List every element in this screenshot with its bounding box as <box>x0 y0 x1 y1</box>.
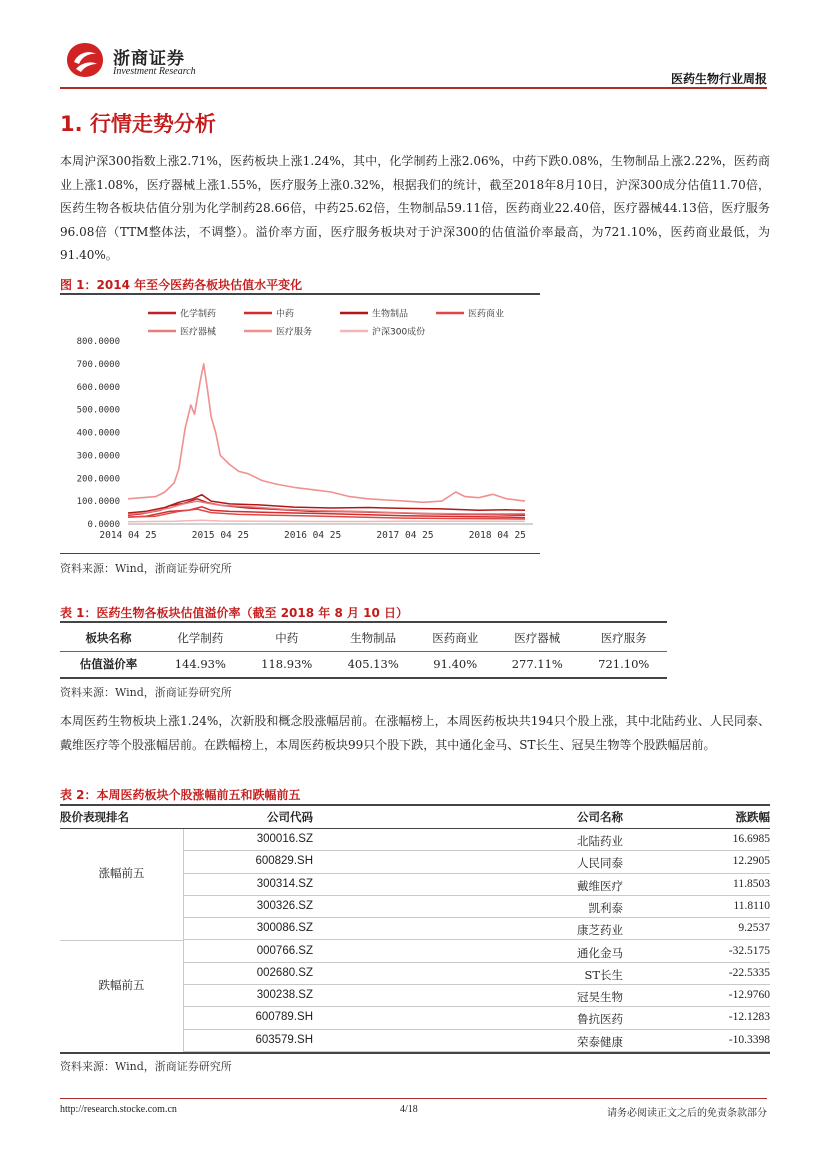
price-change: 12.2905 <box>732 855 770 868</box>
company-code: 600789.SH <box>255 1011 313 1024</box>
legend-label: 生物制品 <box>372 309 409 320</box>
table-row <box>183 851 770 873</box>
disclaimer-note: 请务必阅读正文之后的免责条款部分 <box>607 1108 767 1119</box>
table-header-cell: 中药 <box>244 625 330 651</box>
table-header-cell: 医疗服务 <box>580 625 667 651</box>
company-name: 戴维医疗 <box>577 878 623 893</box>
brand-name: 浙商证券 <box>113 49 185 69</box>
price-change: -12.1283 <box>728 1011 770 1024</box>
market-summary-paragraph: 本周沪深300指数上涨2.71%，医药板块上涨1.24%，其中，化学制药上涨2.06%，中药下跌0.08%，生物制品上涨2.22%，医药商业上涨1.08%，医疗器械上涨1.55%，医疗服务上涨0.32%，根据我们的统计，截至2018年8月10日，沪深300成分估值11.70倍，医药生物各板块估值分别为化学制药28.66倍，中药25.62倍，生物制品59.11倍，医药商业22.40倍，医疗器械44.13倍，医疗服务96.08倍（TTM整体法，不调整）。溢价率方面，医疗服务板块对于沪深300的估值溢价率最高，为721.10%，医药商业最低，为91.40%。 <box>60 154 770 262</box>
table-row <box>183 963 770 985</box>
legend-label: 中药 <box>276 309 295 320</box>
company-code: 300238.SZ <box>256 989 313 1002</box>
table-header-cell: 板块名称 <box>60 625 157 651</box>
series-line-6 <box>128 364 525 502</box>
price-change: 11.8110 <box>733 899 770 912</box>
section-title: 1. 行情走势分析 <box>60 112 216 136</box>
price-change: 9.2537 <box>738 922 770 935</box>
y-tick-label: 800.0000 <box>76 337 120 347</box>
company-name: 人民同泰 <box>577 856 623 871</box>
table-header-row <box>60 625 667 651</box>
table-row <box>183 918 770 940</box>
row-label: 估值溢价率 <box>79 657 138 672</box>
x-tick-label: 2017 04 25 <box>376 530 434 541</box>
y-tick-label: 300.0000 <box>76 451 120 462</box>
company-code: 600829.SH <box>255 855 313 868</box>
table-cell: 721.10% <box>598 657 650 672</box>
chart-legend <box>148 308 504 338</box>
company-name: 冠昊生物 <box>577 990 623 1005</box>
company-code: 000766.SZ <box>256 944 313 957</box>
table2-caption: 表 2：本周医药板块个股涨幅前五和跌幅前五 <box>60 788 301 802</box>
table-row <box>183 941 770 963</box>
table-row <box>183 896 770 918</box>
table-row <box>183 985 770 1007</box>
header-code: 公司代码 <box>267 810 313 824</box>
company-code: 300326.SZ <box>256 899 313 912</box>
legend-label: 医药商业 <box>468 309 505 320</box>
group-label-up: 涨幅前五 <box>98 866 145 880</box>
table-cell: 277.11% <box>511 657 563 672</box>
figure-caption: 图 1：2014 年至今医药各板块估值水平变化 <box>60 278 303 292</box>
table-cell: 118.93% <box>261 657 313 672</box>
table-header-cell: 医疗器械 <box>494 625 580 651</box>
company-code: 603579.SH <box>255 1033 313 1046</box>
x-tick-label: 2016 04 25 <box>284 530 342 541</box>
x-tick-label: 2014 04 25 <box>99 530 157 541</box>
figure-rule <box>60 293 540 295</box>
stock-performance-paragraph: 本周医药生物板块上涨1.24%，次新股和概念股涨幅居前。在涨幅榜上，本周医药板块共194只个股上涨，其中北陆药业、人民同泰、戴维医疗等个股涨幅居前。在跌幅榜上，本周医药板块99只个股下跌，其中通化金马、ST长生、冠昊生物等个股跌幅居前。 <box>60 714 770 752</box>
company-code: 300314.SZ <box>256 877 313 890</box>
brand-subtitle: Investment Research <box>113 66 196 77</box>
company-logo <box>66 42 104 78</box>
footer-url[interactable]: http://research.stocke.com.cn <box>60 1104 177 1115</box>
legend-label: 化学制药 <box>180 309 217 320</box>
table-row <box>60 651 667 677</box>
premium-table <box>60 625 667 677</box>
company-name: 通化金马 <box>577 945 623 960</box>
price-change: 16.6985 <box>732 833 770 845</box>
report-type: 医药生物行业周报 <box>670 72 767 86</box>
header-name: 公司名称 <box>577 810 623 824</box>
table1-source: 资料来源：Wind，浙商证券研究所 <box>60 686 232 699</box>
company-name: 荣泰健康 <box>577 1034 623 1049</box>
figure-bottom-rule <box>60 553 540 554</box>
x-axis <box>99 524 533 541</box>
table-header-cell: 化学制药 <box>157 625 243 651</box>
y-tick-label: 100.0000 <box>76 497 120 508</box>
group-label-down: 跌幅前五 <box>98 978 145 992</box>
table1-top-rule <box>60 621 667 623</box>
x-tick-label: 2018 04 25 <box>468 530 526 541</box>
company-name: 北陆药业 <box>577 834 623 848</box>
series-line-1 <box>128 499 525 516</box>
table-header-cell: 医药商业 <box>416 625 494 651</box>
table-row <box>183 1030 770 1052</box>
valuation-line-chart <box>60 296 542 552</box>
company-name: ST长生 <box>584 967 623 982</box>
company-code: 300016.SZ <box>256 833 313 845</box>
table2-header <box>60 806 770 828</box>
y-tick-label: 400.0000 <box>76 428 120 439</box>
table1-bottom-rule <box>60 677 667 679</box>
table2-bottom-rule <box>60 1052 770 1054</box>
table-row <box>183 1007 770 1029</box>
legend-label: 医疗服务 <box>276 327 313 338</box>
price-change: -32.5175 <box>728 944 770 957</box>
legend-label: 沪深300成份 <box>372 327 426 338</box>
price-change: 11.8503 <box>733 877 770 890</box>
table-cell: 91.40% <box>433 657 478 672</box>
figure-source: 资料来源：Wind，浙商证券研究所 <box>60 562 232 575</box>
company-name: 凯利泰 <box>588 900 623 915</box>
price-change: -22.5335 <box>728 966 770 979</box>
y-tick-label: 600.0000 <box>76 382 120 393</box>
y-tick-label: 700.0000 <box>76 359 120 370</box>
y-axis <box>77 337 120 530</box>
y-tick-label: 0.0000 <box>87 520 120 530</box>
table-cell: 144.93% <box>174 657 226 672</box>
footer-divider <box>60 1098 767 1099</box>
group-divider <box>60 940 183 941</box>
plot-area <box>128 364 525 522</box>
legend-label: 医疗器械 <box>180 327 217 338</box>
x-tick-label: 2015 04 25 <box>191 530 249 541</box>
y-tick-label: 500.0000 <box>76 405 120 416</box>
company-name: 康芝药业 <box>577 923 623 938</box>
table1-caption: 表 1：医药生物各板块估值溢价率（截至 2018 年 8 月 10 日） <box>60 606 409 620</box>
page-number: 4/18 <box>400 1104 418 1115</box>
table-cell: 405.13% <box>347 657 399 672</box>
header-change: 涨跌幅 <box>735 810 770 824</box>
table-row <box>183 829 770 851</box>
table-row <box>183 874 770 896</box>
header-divider <box>60 87 767 89</box>
company-code: 300086.SZ <box>256 922 313 935</box>
price-change: -10.3398 <box>728 1033 770 1046</box>
company-name: 鲁抗医药 <box>577 1012 623 1027</box>
table2-source: 资料来源：Wind，浙商证券研究所 <box>60 1060 232 1073</box>
header-rank: 股价表现排名 <box>60 810 129 824</box>
y-tick-label: 200.0000 <box>76 474 120 485</box>
price-change: -12.9760 <box>728 989 770 1002</box>
table-header-cell: 生物制品 <box>330 625 416 651</box>
company-code: 002680.SZ <box>256 966 313 979</box>
series-line-7 <box>128 520 525 521</box>
